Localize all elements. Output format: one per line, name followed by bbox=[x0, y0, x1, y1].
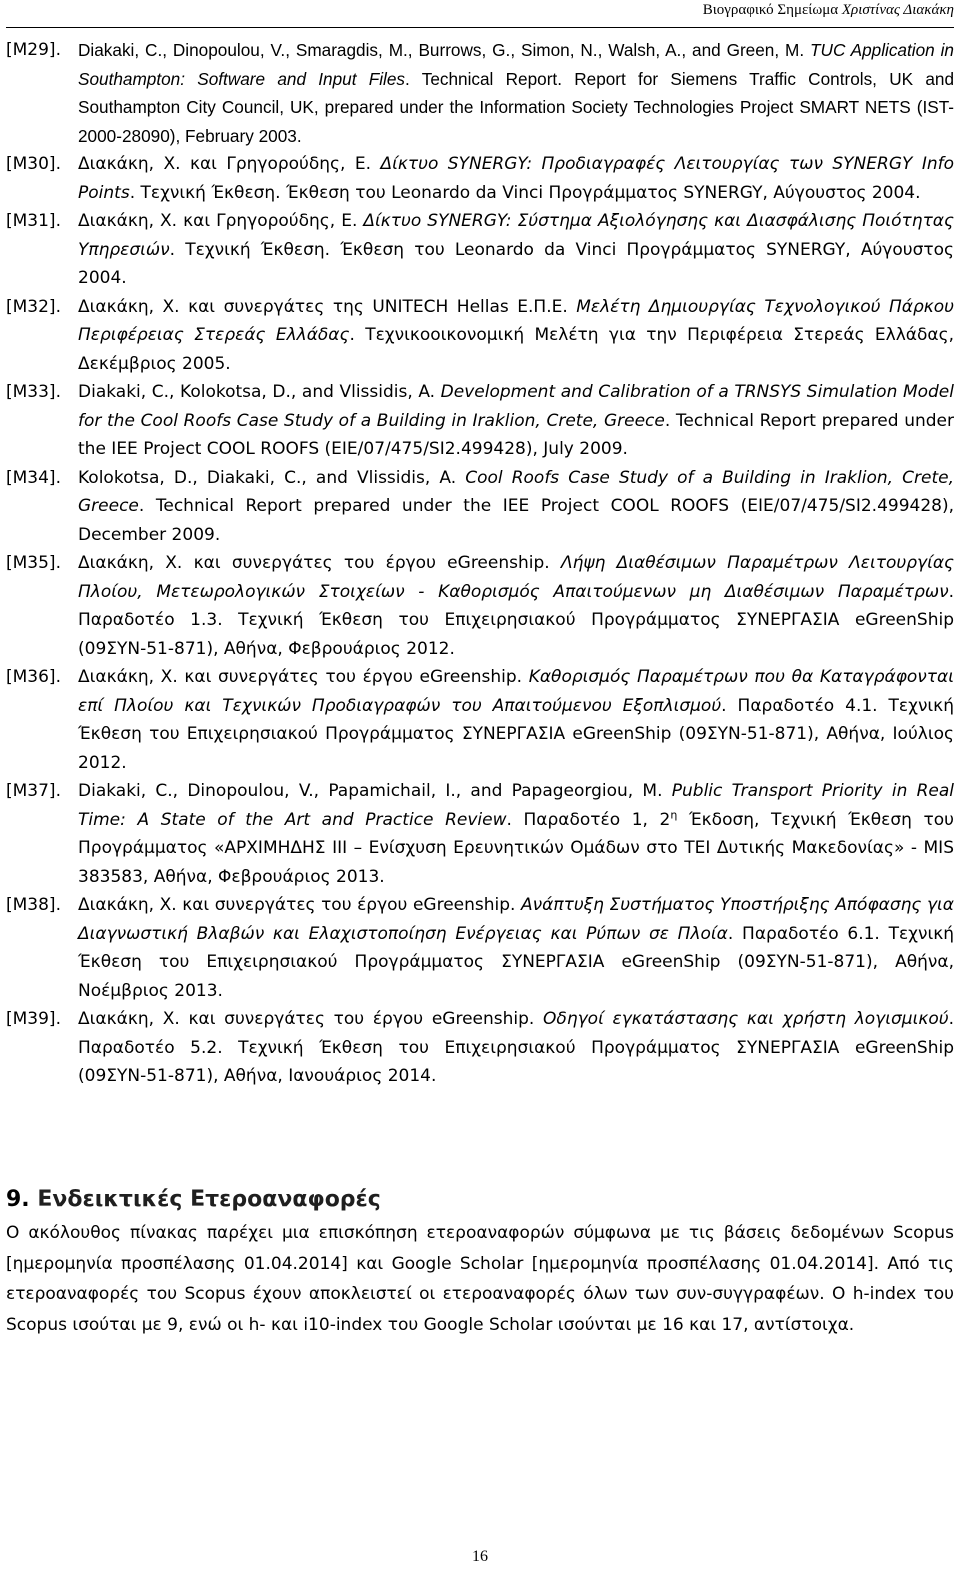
reference-title: Public Transport Priority in Real Time: A State of the Art and Practice Review bbox=[78, 781, 954, 830]
section-number: 9. bbox=[6, 1187, 30, 1212]
reference-item bbox=[6, 378, 954, 464]
reference-authors: Διακάκη, Χ. και Γρηγορούδης, Ε. bbox=[78, 154, 381, 174]
reference-item bbox=[6, 464, 954, 550]
reference-details: . Τεχνική Έκθεση. Έκθεση του Leonardo da Vinci Προγράμματος SYNERGY, Αύγουστος 2004. bbox=[129, 182, 921, 203]
reference-title: Ανάπτυξη Συστήματος Υποστήριξης Απόφασης για Διαγνωστική Βλαβών και Ελαχιστοποίηση Ενέργειας και Ρύπων σε Πλοία bbox=[78, 895, 954, 944]
section-intro-paragraph: Ο ακόλουθος πίνακας παρέχει μια επισκόπηση ετεροαναφορών σύμφωνα με τις βάσεις δεδομένων Scopus [ημερομηνία προσπέλασης 01.04.2014] και Google Scholar [ημερομηνία προσπέλασης 01.04.2014]. Από τις ετεροαναφορές του Scopus έχουν αποκλειστεί οι ετεροαναφορές όλων των συν-συγγραφέων. Ο h-index του Scopus ισούται με 9, ενώ οι h- και i10-index του Google Scholar ισούνται με 16 και 17, αντίστοιχα. bbox=[6, 1223, 954, 1335]
reference-title: TUC Application in Southampton: Software and Input Files bbox=[78, 40, 954, 89]
reference-item bbox=[6, 663, 954, 777]
reference-title: Καθορισμός Παραμέτρων που θα Καταγράφονται επί Πλοίου και Τεχνικών Προδιαγραφών του Απαιτούμενου Εξοπλισμού bbox=[78, 667, 954, 716]
reference-superscript: η bbox=[670, 807, 678, 821]
reference-body bbox=[78, 549, 954, 663]
reference-details: . Technical Report prepared under the IEE Project COOL ROOFS (EIE/07/475/SI2.499428), December 2009. bbox=[78, 496, 954, 545]
reference-body bbox=[78, 663, 954, 777]
reference-details: . Παραδοτέο 5.2. Τεχνική Έκθεση του Επιχειρησιακού Προγράμματος ΣΥΝΕΡΓΑΣΙΑ eGreenShip (09ΣΥΝ-51-871), Αθήνα, Ιανουάριος 2014. bbox=[78, 1009, 955, 1086]
reference-title: Μελέτη Δημιουργίας Τεχνολογικού Πάρκου Περιφέρειας Στερεάς Ελλάδας bbox=[78, 296, 955, 345]
reference-tag: [M30]. bbox=[6, 154, 61, 174]
running-header-name: Χριστίνας Διακάκη bbox=[841, 2, 954, 18]
reference-body bbox=[78, 293, 954, 379]
reference-tag: [M39]. bbox=[6, 1009, 61, 1029]
reference-body bbox=[78, 1005, 954, 1091]
reference-body bbox=[78, 777, 954, 891]
reference-item bbox=[6, 777, 954, 891]
reference-details: . Technical Report prepared under the IEE Project COOL ROOFS (EIE/07/475/SI2.499428), July 2009. bbox=[78, 410, 954, 459]
reference-details-pre: . Παραδοτέο 1, 2 bbox=[506, 809, 671, 830]
running-header-prefix: Βιογραφικό Σημείωμα bbox=[702, 2, 842, 18]
reference-details: . Παραδοτέο 1.3. Τεχνική Έκθεση του Επιχειρησιακού Προγράμματος ΣΥΝΕΡΓΑΣΙΑ eGreenShip (09ΣΥΝ-51-871), Αθήνα, Φεβρουάριος 2012. bbox=[78, 581, 954, 659]
reference-title: Development and Calibration of a TRNSYS Simulation Model for the Cool Roofs Case Study of a Building in Iraklion, Crete, Greece bbox=[78, 382, 954, 431]
reference-details: Έκδοση, Τεχνική Έκθεση του Προγράμματος «ΑΡΧΙΜΗΔΗΣ ΙΙΙ – Ενίσχυση Ερευνητικών Ομάδων στο ΤΕΙ Δυτικής Μακεδονίας» - MIS 383583, Αθήνα, Φεβρουάριος 2013. bbox=[78, 809, 954, 887]
reference-body bbox=[78, 150, 954, 207]
reference-item bbox=[6, 891, 954, 1005]
reference-title: Cool Roofs Case Study of a Building in Iraklion, Crete, Greece bbox=[78, 467, 954, 516]
reference-tag: [M37]. bbox=[6, 781, 61, 801]
section-title: Ενδεικτικές Ετεροαναφορές bbox=[29, 1187, 381, 1212]
reference-item bbox=[6, 293, 954, 379]
reference-authors: Diakaki, C., Kolokotsa, D., and Vlissidis, A. bbox=[78, 382, 441, 402]
reference-tag: [M29]. bbox=[6, 40, 61, 60]
reference-details: . Παραδοτέο 6.1. Τεχνική Έκθεση του Επιχειρησιακού Προγράμματος ΣΥΝΕΡΓΑΣΙΑ eGreenShip (09ΣΥΝ-51-871), Αθήνα, Νοέμβριος 2013. bbox=[78, 923, 954, 1001]
running-header bbox=[703, 2, 954, 19]
reference-tag: [M38]. bbox=[6, 895, 61, 915]
reference-authors: Διακάκη, Χ. και Γρηγορούδης, Ε. bbox=[78, 211, 364, 231]
reference-details: . Παραδοτέο 4.1. Τεχνική Έκθεση του Επιχειρησιακού Προγράμματος ΣΥΝΕΡΓΑΣΙΑ eGreenShip (09ΣΥΝ-51-871), Αθήνα, Ιούλιος 2012. bbox=[78, 695, 954, 773]
reference-details: . Τεχνικοοικονομική Μελέτη για την Περιφέρεια Στερεάς Ελλάδας, Δεκέμβριος 2005. bbox=[78, 325, 954, 374]
reference-list bbox=[6, 36, 954, 1091]
reference-item bbox=[6, 207, 954, 293]
reference-tag: [M33]. bbox=[6, 382, 61, 402]
reference-authors: Diakaki, C., Dinopoulou, V., Smaragdis, M., Burrows, G., Simon, N., Walsh, A., and Green, M. bbox=[78, 40, 811, 60]
reference-tag: [M32]. bbox=[6, 296, 61, 317]
reference-details: . Τεχνική Έκθεση. Έκθεση του Leonardo da Vinci Προγράμματος SYNERGY, Αύγουστος 2004. bbox=[78, 239, 954, 288]
reference-item bbox=[6, 36, 954, 150]
reference-body bbox=[78, 378, 954, 464]
reference-title: Δίκτυο SYNERGY: Σύστημα Αξιολόγησης και Διασφάλισης Ποιότητας Υπηρεσιών bbox=[78, 211, 954, 260]
reference-tag: [M31]. bbox=[6, 211, 61, 231]
reference-body bbox=[78, 36, 954, 150]
reference-details: . Technical Report. Report for Siemens Traffic Controls, UK and Southampton City Council, UK, prepared under the Information Society Technologies Project SMART NETS (IST-2000-28090), February 2003. bbox=[78, 68, 954, 146]
reference-authors: Διακάκη, Χ. και συνεργάτες του έργου eGreenship. bbox=[78, 1009, 544, 1029]
reference-item bbox=[6, 549, 954, 663]
reference-title: Λήψη Διαθέσιμων Παραμέτρων Λειτουργίας Πλοίου, Μετεωρολογικών Στοιχείων - Καθορισμός Απαιτούμενων μη Διαθέσιμων Παραμέτρων bbox=[78, 553, 955, 602]
reference-authors: Kolokotsa, D., Diakaki, C., and Vlissidis, A. bbox=[78, 467, 466, 488]
reference-authors: Διακάκη, Χ. και συνεργάτες του έργου eGreenship. bbox=[78, 895, 522, 915]
reference-body bbox=[78, 207, 954, 293]
reference-authors: Diakaki, C., Dinopoulou, V., Papamichail, I., and Papageorgiou, M. bbox=[78, 781, 672, 801]
reference-title: Οδηγοί εγκατάστασης και χρήστη λογισμικού bbox=[543, 1009, 949, 1029]
reference-tag: [M34]. bbox=[6, 467, 61, 488]
reference-body bbox=[78, 464, 954, 550]
reference-tag: [M35]. bbox=[6, 553, 61, 573]
reference-body bbox=[78, 891, 954, 1005]
reference-authors: Διακάκη, Χ. και συνεργάτες της UNITECH Hellas Ε.Π.Ε. bbox=[78, 296, 577, 317]
reference-authors: Διακάκη, Χ. και συνεργάτες του έργου eGreenship. bbox=[78, 553, 561, 573]
reference-item bbox=[6, 1005, 954, 1091]
section-heading bbox=[6, 1187, 381, 1212]
page-number: 16 bbox=[472, 1548, 488, 1565]
reference-title: Δίκτυο SYNERGY: Προδιαγραφές Λειτουργίας των SYNERGY Info Points bbox=[78, 154, 955, 203]
reference-item bbox=[6, 150, 954, 207]
reference-authors: Διακάκη, Χ. και συνεργάτες του έργου eGreenship. bbox=[78, 667, 529, 687]
header-rule bbox=[6, 27, 954, 28]
reference-tag: [M36]. bbox=[6, 667, 61, 687]
